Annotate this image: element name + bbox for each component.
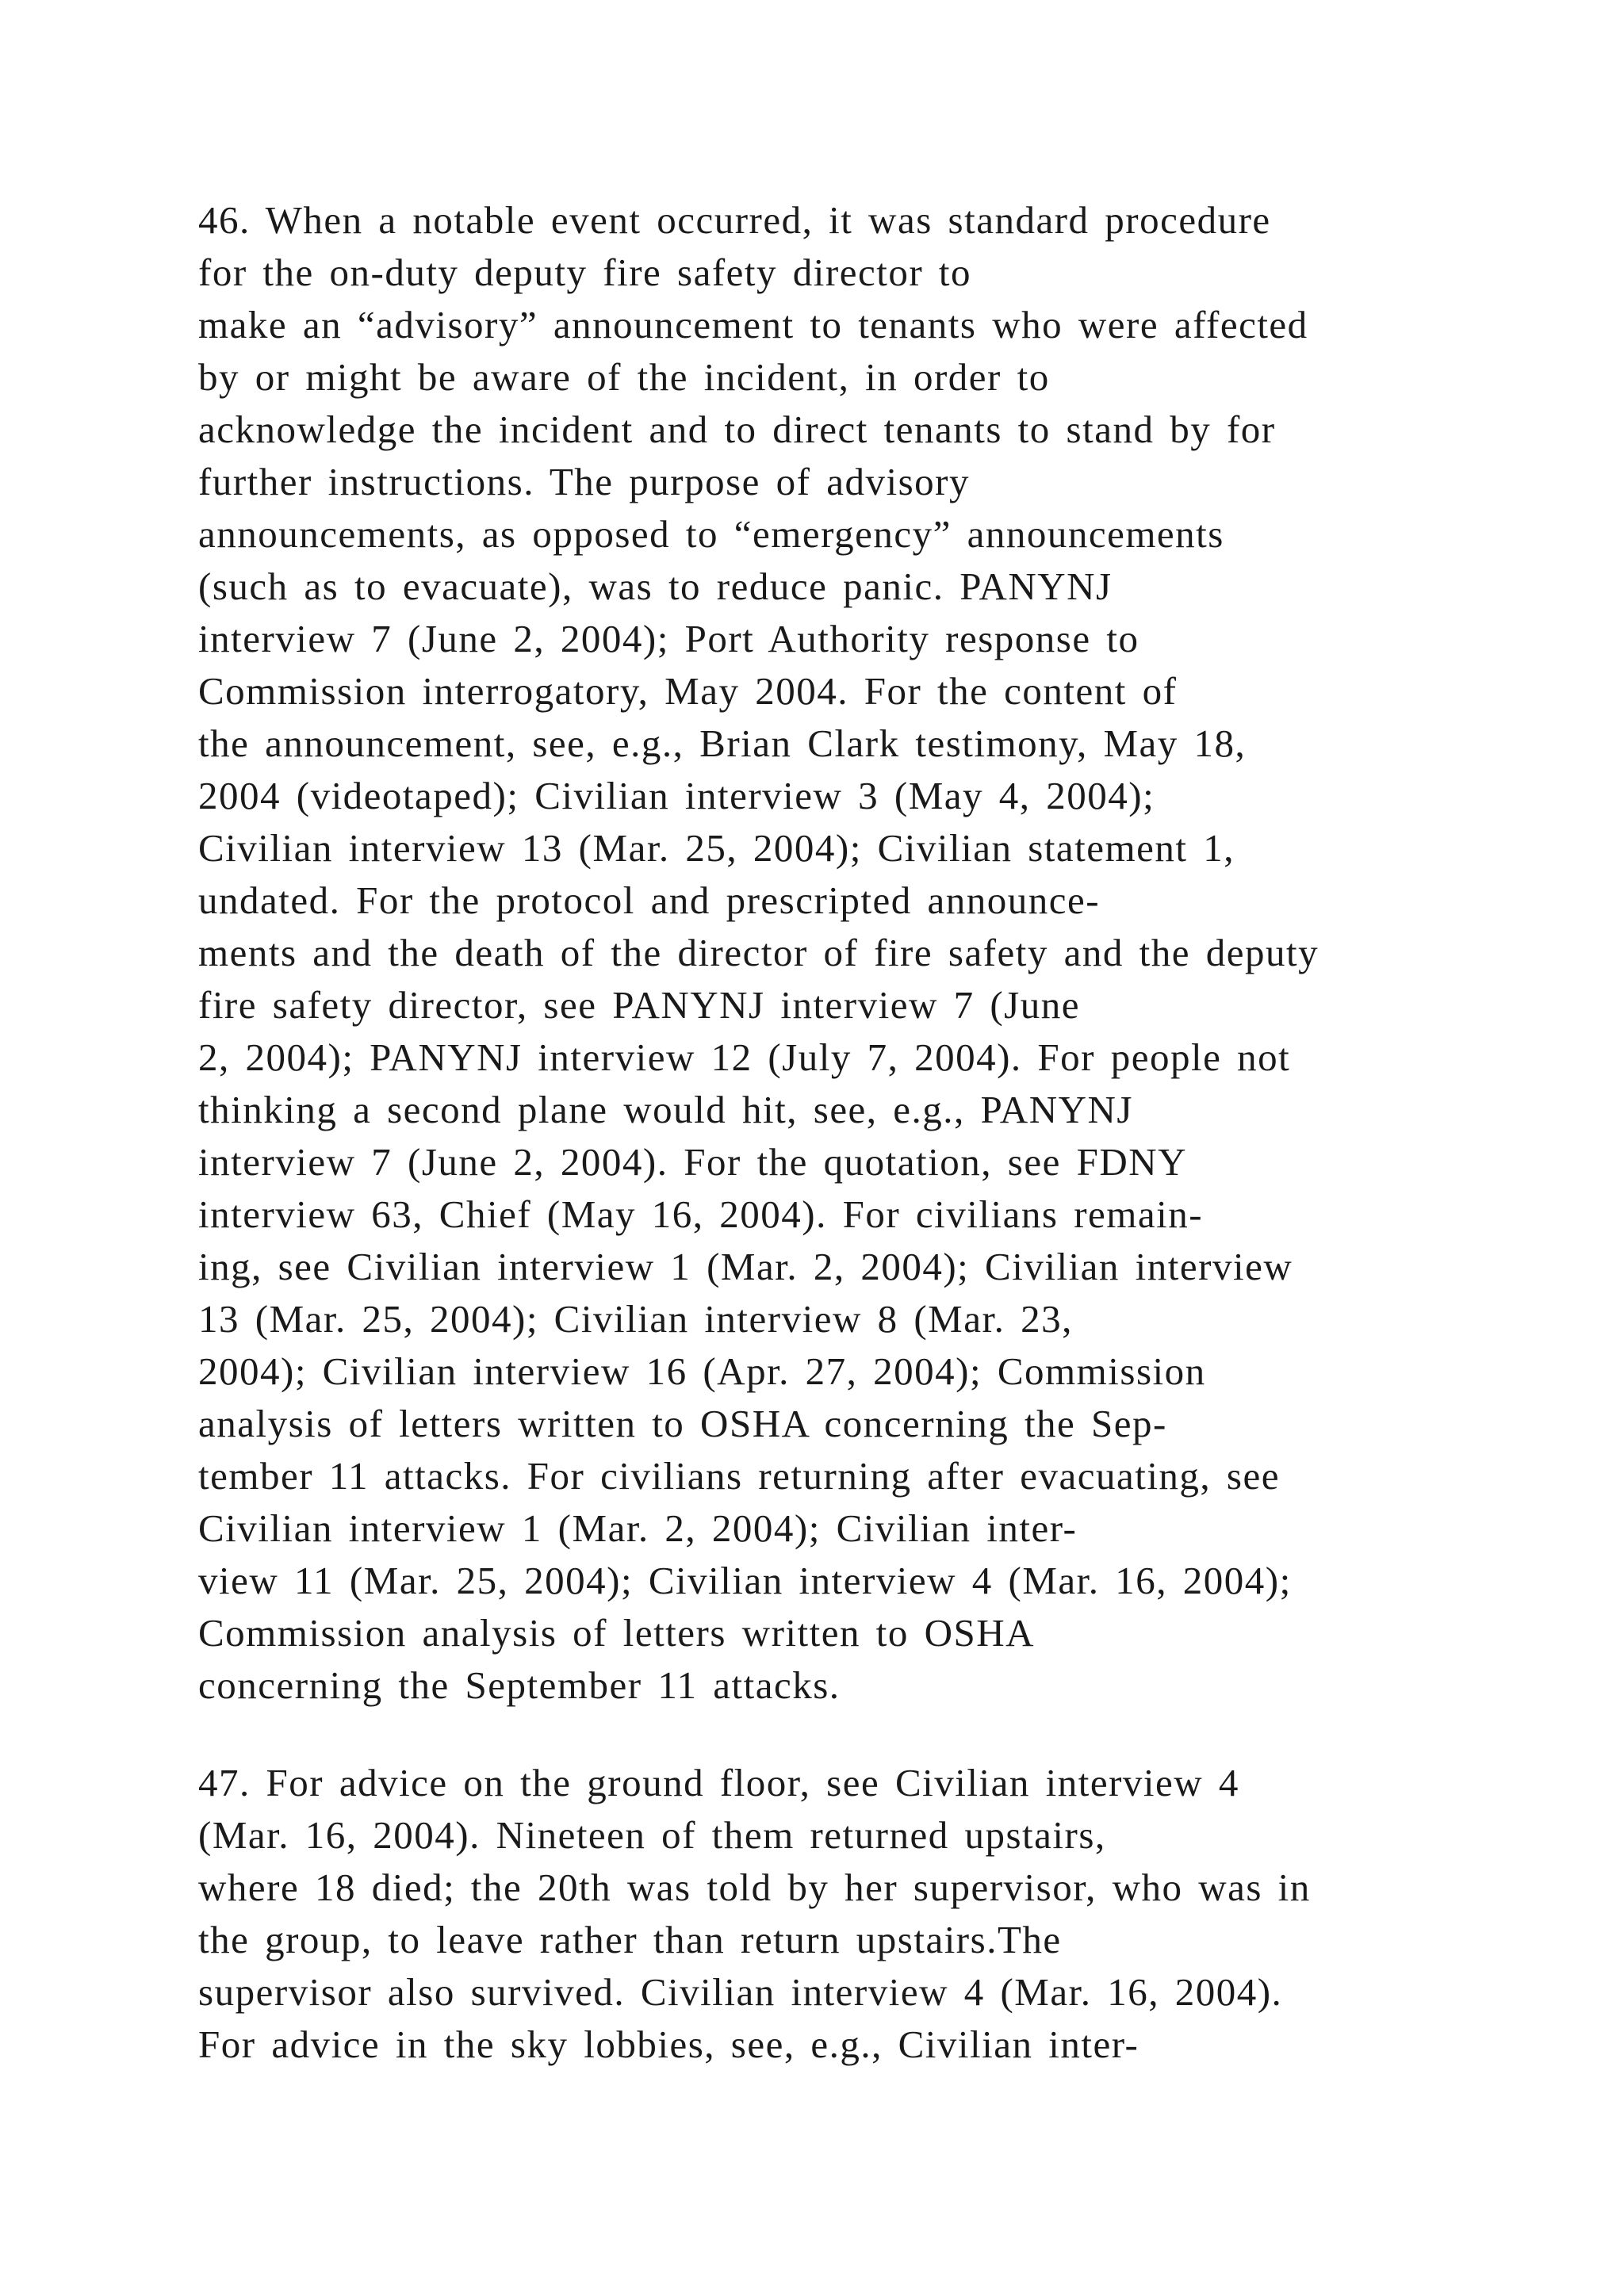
- text-line: Civilian interview 13 (Mar. 25, 2004); Civilian statement 1,: [198, 826, 1235, 870]
- text-line: analysis of letters written to OSHA concerning the Sep-: [198, 1402, 1167, 1445]
- endnote-46: [198, 194, 1435, 1712]
- text-line: 2, 2004); PANYNJ interview 12 (July 7, 2004). For people not: [198, 1035, 1291, 1079]
- text-line: undated. For the protocol and prescripted announce-: [198, 878, 1101, 922]
- text-line: 46. When a notable event occurred, it was standard procedure: [198, 198, 1271, 242]
- text-line: For advice in the sky lobbies, see, e.g., Civilian inter-: [198, 2022, 1139, 2066]
- endnote-47: [198, 1757, 1435, 2071]
- text-line: thinking a second plane would hit, see, e.g., PANYNJ: [198, 1088, 1133, 1131]
- text-line: interview 7 (June 2, 2004); Port Authority response to: [198, 617, 1139, 660]
- text-line: by or might be aware of the incident, in order to: [198, 355, 1050, 399]
- text-line: 13 (Mar. 25, 2004); Civilian interview 8 (Mar. 23,: [198, 1297, 1073, 1341]
- text-line: announcements, as opposed to “emergency” announcements: [198, 512, 1224, 556]
- text-line: 2004 (videotaped); Civilian interview 3 (May 4, 2004);: [198, 774, 1155, 817]
- text-line: make an “advisory” announcement to tenants who were affected: [198, 303, 1308, 346]
- text-line: ments and the death of the director of fire safety and the deputy: [198, 931, 1320, 974]
- text-line: (such as to evacuate), was to reduce panic. PANYNJ: [198, 564, 1113, 608]
- text-line: where 18 died; the 20th was told by her supervisor, who was in: [198, 1866, 1311, 1909]
- text-line: (Mar. 16, 2004). Nineteen of them returned upstairs,: [198, 1813, 1106, 1857]
- text-line: 47. For advice on the ground floor, see Civilian interview 4: [198, 1761, 1239, 1804]
- text-line: view 11 (Mar. 25, 2004); Civilian interview 4 (Mar. 16, 2004);: [198, 1559, 1292, 1602]
- text-line: ing, see Civilian interview 1 (Mar. 2, 2004); Civilian interview: [198, 1245, 1293, 1288]
- text-line: 2004); Civilian interview 16 (Apr. 27, 2004); Commission: [198, 1349, 1206, 1393]
- text-line: Civilian interview 1 (Mar. 2, 2004); Civilian inter-: [198, 1506, 1078, 1550]
- text-line: tember 11 attacks. For civilians returning after evacuating, see: [198, 1454, 1280, 1498]
- text-line: the group, to leave rather than return upstairs.The: [198, 1918, 1062, 1961]
- text-line: Commission interrogatory, May 2004. For the content of: [198, 669, 1178, 713]
- text-line: fire safety director, see PANYNJ interview 7 (June: [198, 983, 1081, 1027]
- text-line: supervisor also survived. Civilian interview 4 (Mar. 16, 2004).: [198, 1970, 1283, 2014]
- text-line: further instructions. The purpose of advisory: [198, 460, 970, 503]
- text-line: concerning the September 11 attacks.: [198, 1663, 841, 1707]
- text-line: interview 7 (June 2, 2004). For the quotation, see FDNY: [198, 1140, 1187, 1184]
- text-line: for the on-duty deputy fire safety director to: [198, 251, 972, 294]
- text-line: the announcement, see, e.g., Brian Clark testimony, May 18,: [198, 721, 1247, 765]
- text-line: Commission analysis of letters written to OSHA: [198, 1611, 1035, 1655]
- text-line: acknowledge the incident and to direct tenants to stand by for: [198, 408, 1276, 451]
- text-line: interview 63, Chief (May 16, 2004). For civilians remain-: [198, 1192, 1204, 1236]
